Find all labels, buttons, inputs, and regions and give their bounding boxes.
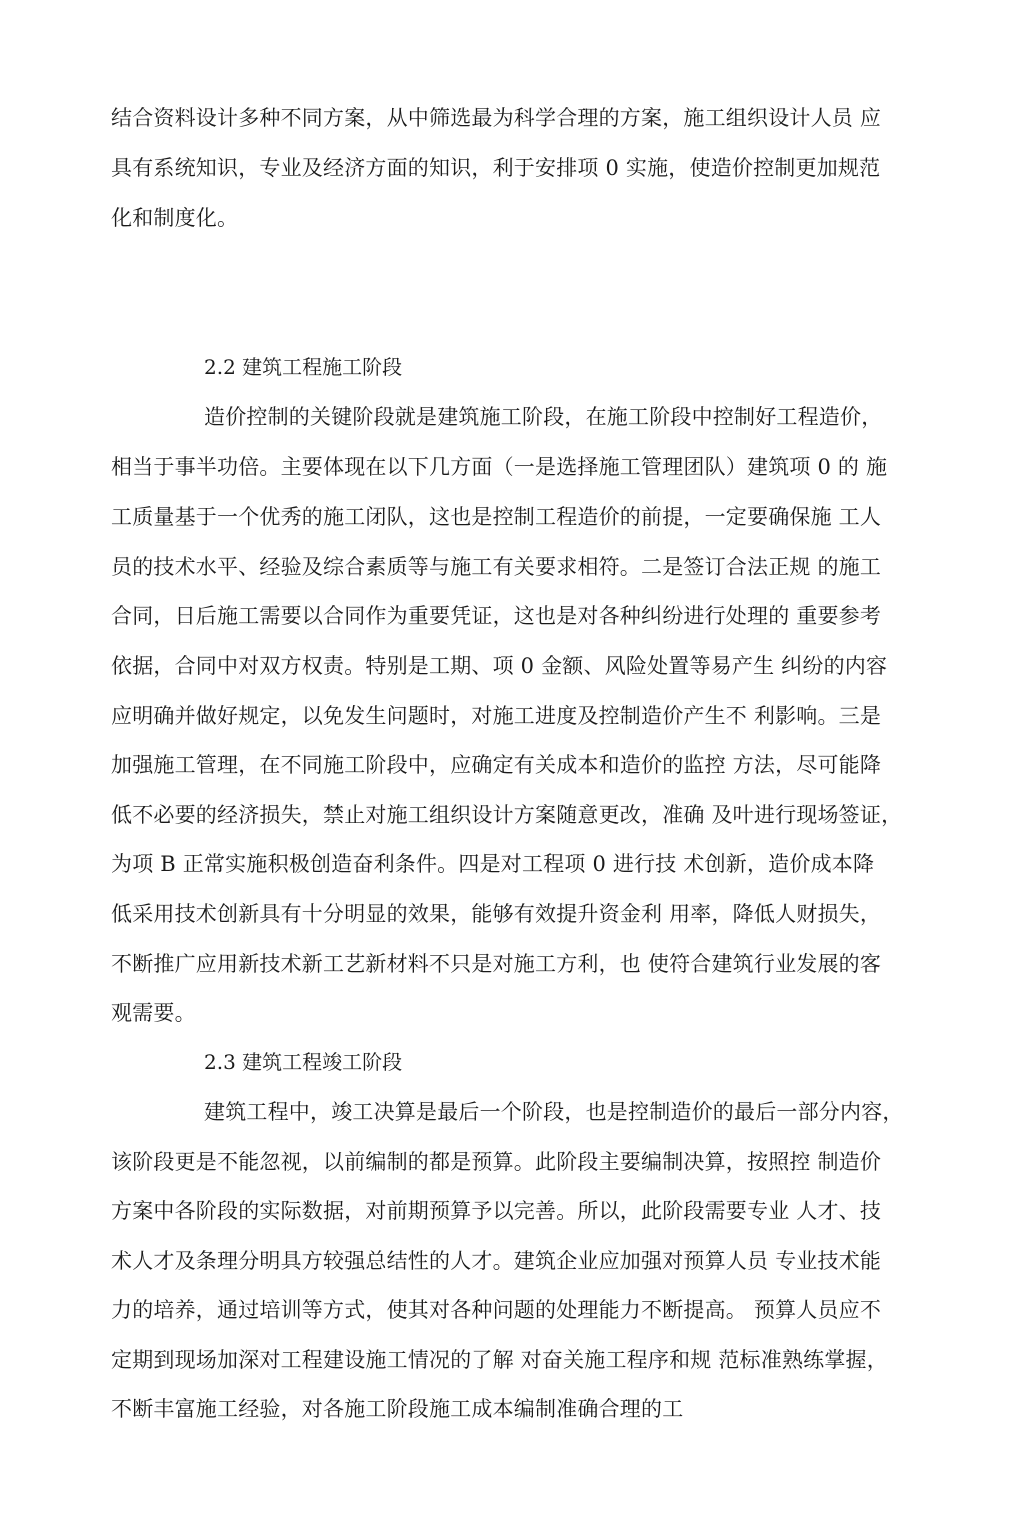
paragraph-line: 合同，日后施工需要以合同作为重要凭证，这也是对各种纠纷进行处理的 重要参考 xyxy=(111,604,882,628)
paragraph-line: 定期到现场加深对工程建设施工情况的了解 对奋关施工程序和规 范标准熟练掌握， xyxy=(111,1348,888,1372)
paragraph-line: 结合资料设计多种不同方案，从中筛选最为科学合理的方案，施工组织设计人员 应 xyxy=(111,106,882,130)
paragraph-line: 加强施工管理，在不同施工阶段中，应确定有关成本和造价的监控 方法，尽可能降 xyxy=(111,753,882,777)
paragraph-line: 应明确并做好规定，以免发生问题时，对施工进度及控制造价产生不 利影响。三是 xyxy=(111,704,882,728)
paragraph-line: 工质量基于一个优秀的施工闭队，这也是控制工程造价的前提，一定要确保施 工人 xyxy=(111,505,882,529)
paragraph-line: 低不必要的经济损失，禁止对施工组织设计方案随意更改，准确 及叶进行现场签证， xyxy=(111,803,903,827)
paragraph-line: 相当于事半功倍。主要体现在以下几方面（一是选择施工管理团队）建筑项 0 的 施 xyxy=(111,455,888,479)
paragraph-line: 观需要。 xyxy=(111,1001,196,1025)
paragraph-line: 该阶段更是不能忽视，以前编制的都是预算。此阶段主要编制决算，按照控 制造价 xyxy=(111,1150,882,1174)
paragraph-line: 为项 B 正常实施积极创造奋利条件。四是对工程项 0 进行技 术创新，造价成本降 xyxy=(111,852,875,876)
paragraph-line: 低采用技术创新具有十分明显的效果，能够有效提升资金利 用率，降低人财损失， xyxy=(111,902,882,926)
paragraph-line: 造价控制的关键阶段就是建筑施工阶段，在施工阶段中控制好工程造价， xyxy=(204,405,883,429)
paragraph-line: 员的技术水平、经验及综合素质等与施工有关要求相符。二是签订合法正规 的施工 xyxy=(111,555,882,579)
section-heading-2-3: 2.3 建筑工程竣工阶段 xyxy=(204,1050,403,1074)
section-heading-2-2: 2.2 建筑工程施工阶段 xyxy=(204,355,403,379)
paragraph-line: 不断推广应用新技术新工艺新材料不只是对施工方利，也 使符合建筑行业发展的客 xyxy=(111,952,882,976)
paragraph-line: 具有系统知识，专业及经济方面的知识，利于安排项 0 实施，使造价控制更加规范 xyxy=(111,156,881,180)
paragraph-line: 方案中各阶段的实际数据，对前期预算予以完善。所以，此阶段需要专业 人才、技 xyxy=(111,1199,882,1223)
paragraph-line: 化和制度化。 xyxy=(111,206,239,230)
paragraph-line: 力的培养，通过培训等方式，使其对各种问题的处理能力不断提高。 预算人员应不 xyxy=(111,1298,882,1322)
paragraph-line: 建筑工程中，竣工决算是最后一个阶段，也是控制造价的最后一部分内容， xyxy=(204,1100,904,1124)
paragraph-line: 依据，合同中对双方权责。特别是工期、项 0 金额、风险处置等易产生 纠纷的内容 xyxy=(111,654,888,678)
paragraph-line: 术人才及条理分明具方较强总结性的人才。建筑企业应加强对预算人员 专业技术能 xyxy=(111,1249,882,1273)
paragraph-line: 不断丰富施工经验，对各施工阶段施工成本编制准确合理的工 xyxy=(111,1397,684,1421)
